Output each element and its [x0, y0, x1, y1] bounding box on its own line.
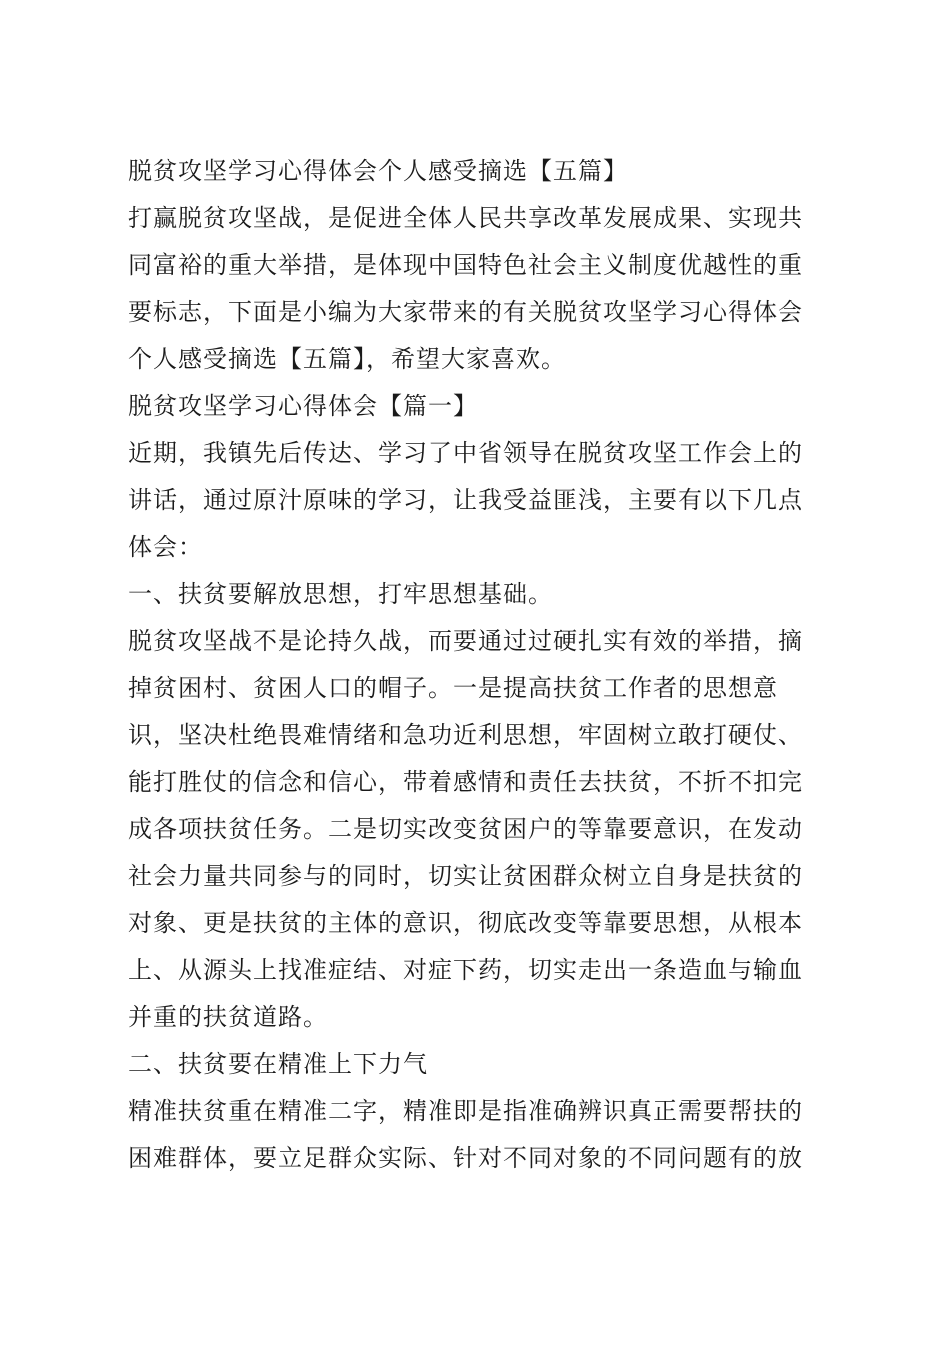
body-line: 脱贫攻坚战不是论持久战，而要通过过硬扎实有效的举措，摘: [128, 627, 803, 655]
body-line: 困难群体，要立足群众实际、针对不同对象的不同问题有的放: [128, 1144, 803, 1172]
body-line: 近期，我镇先后传达、学习了中省领导在脱贫攻坚工作会上的: [128, 439, 803, 467]
body-line: 精准扶贫重在精准二字，精准即是指准确辨识真正需要帮扶的: [128, 1097, 803, 1125]
document-title: 脱贫攻坚学习心得体会个人感受摘选【五篇】: [128, 157, 628, 185]
subheading: 一、扶贫要解放思想，打牢思想基础。: [128, 580, 553, 608]
body-line: 识，坚决杜绝畏难情绪和急功近利思想，牢固树立敢打硬仗、: [128, 721, 803, 749]
body-line: 上、从源头上找准症结、对症下药，切实走出一条造血与输血: [128, 956, 803, 984]
intro-line: 打赢脱贫攻坚战，是促进全体人民共享改革发展成果、实现共: [128, 204, 803, 232]
body-line: 体会：: [128, 533, 203, 561]
body-line: 讲话，通过原汁原味的学习，让我受益匪浅，主要有以下几点: [128, 486, 803, 514]
body-line: 社会力量共同参与的同时，切实让贫困群众树立自身是扶贫的: [128, 862, 803, 890]
document-body: [128, 148, 822, 1182]
body-line: 并重的扶贫道路。: [128, 1003, 328, 1031]
intro-line: 个人感受摘选【五篇】，希望大家喜欢。: [128, 345, 566, 373]
body-line: 能打胜仗的信念和信心，带着感情和责任去扶贫，不折不扣完: [128, 768, 803, 796]
body-line: 对象、更是扶贫的主体的意识，彻底改变等靠要思想，从根本: [128, 909, 803, 937]
body-line: 成各项扶贫任务。二是切实改变贫困户的等靠要意识，在发动: [128, 815, 803, 843]
subheading: 二、扶贫要在精准上下力气: [128, 1050, 428, 1078]
section-heading: 脱贫攻坚学习心得体会【篇一】: [128, 392, 478, 420]
intro-line: 要标志，下面是小编为大家带来的有关脱贫攻坚学习心得体会: [128, 298, 803, 326]
intro-line: 同富裕的重大举措，是体现中国特色社会主义制度优越性的重: [128, 251, 803, 279]
body-line: 掉贫困村、贫困人口的帽子。一是提高扶贫工作者的思想意: [128, 674, 778, 702]
